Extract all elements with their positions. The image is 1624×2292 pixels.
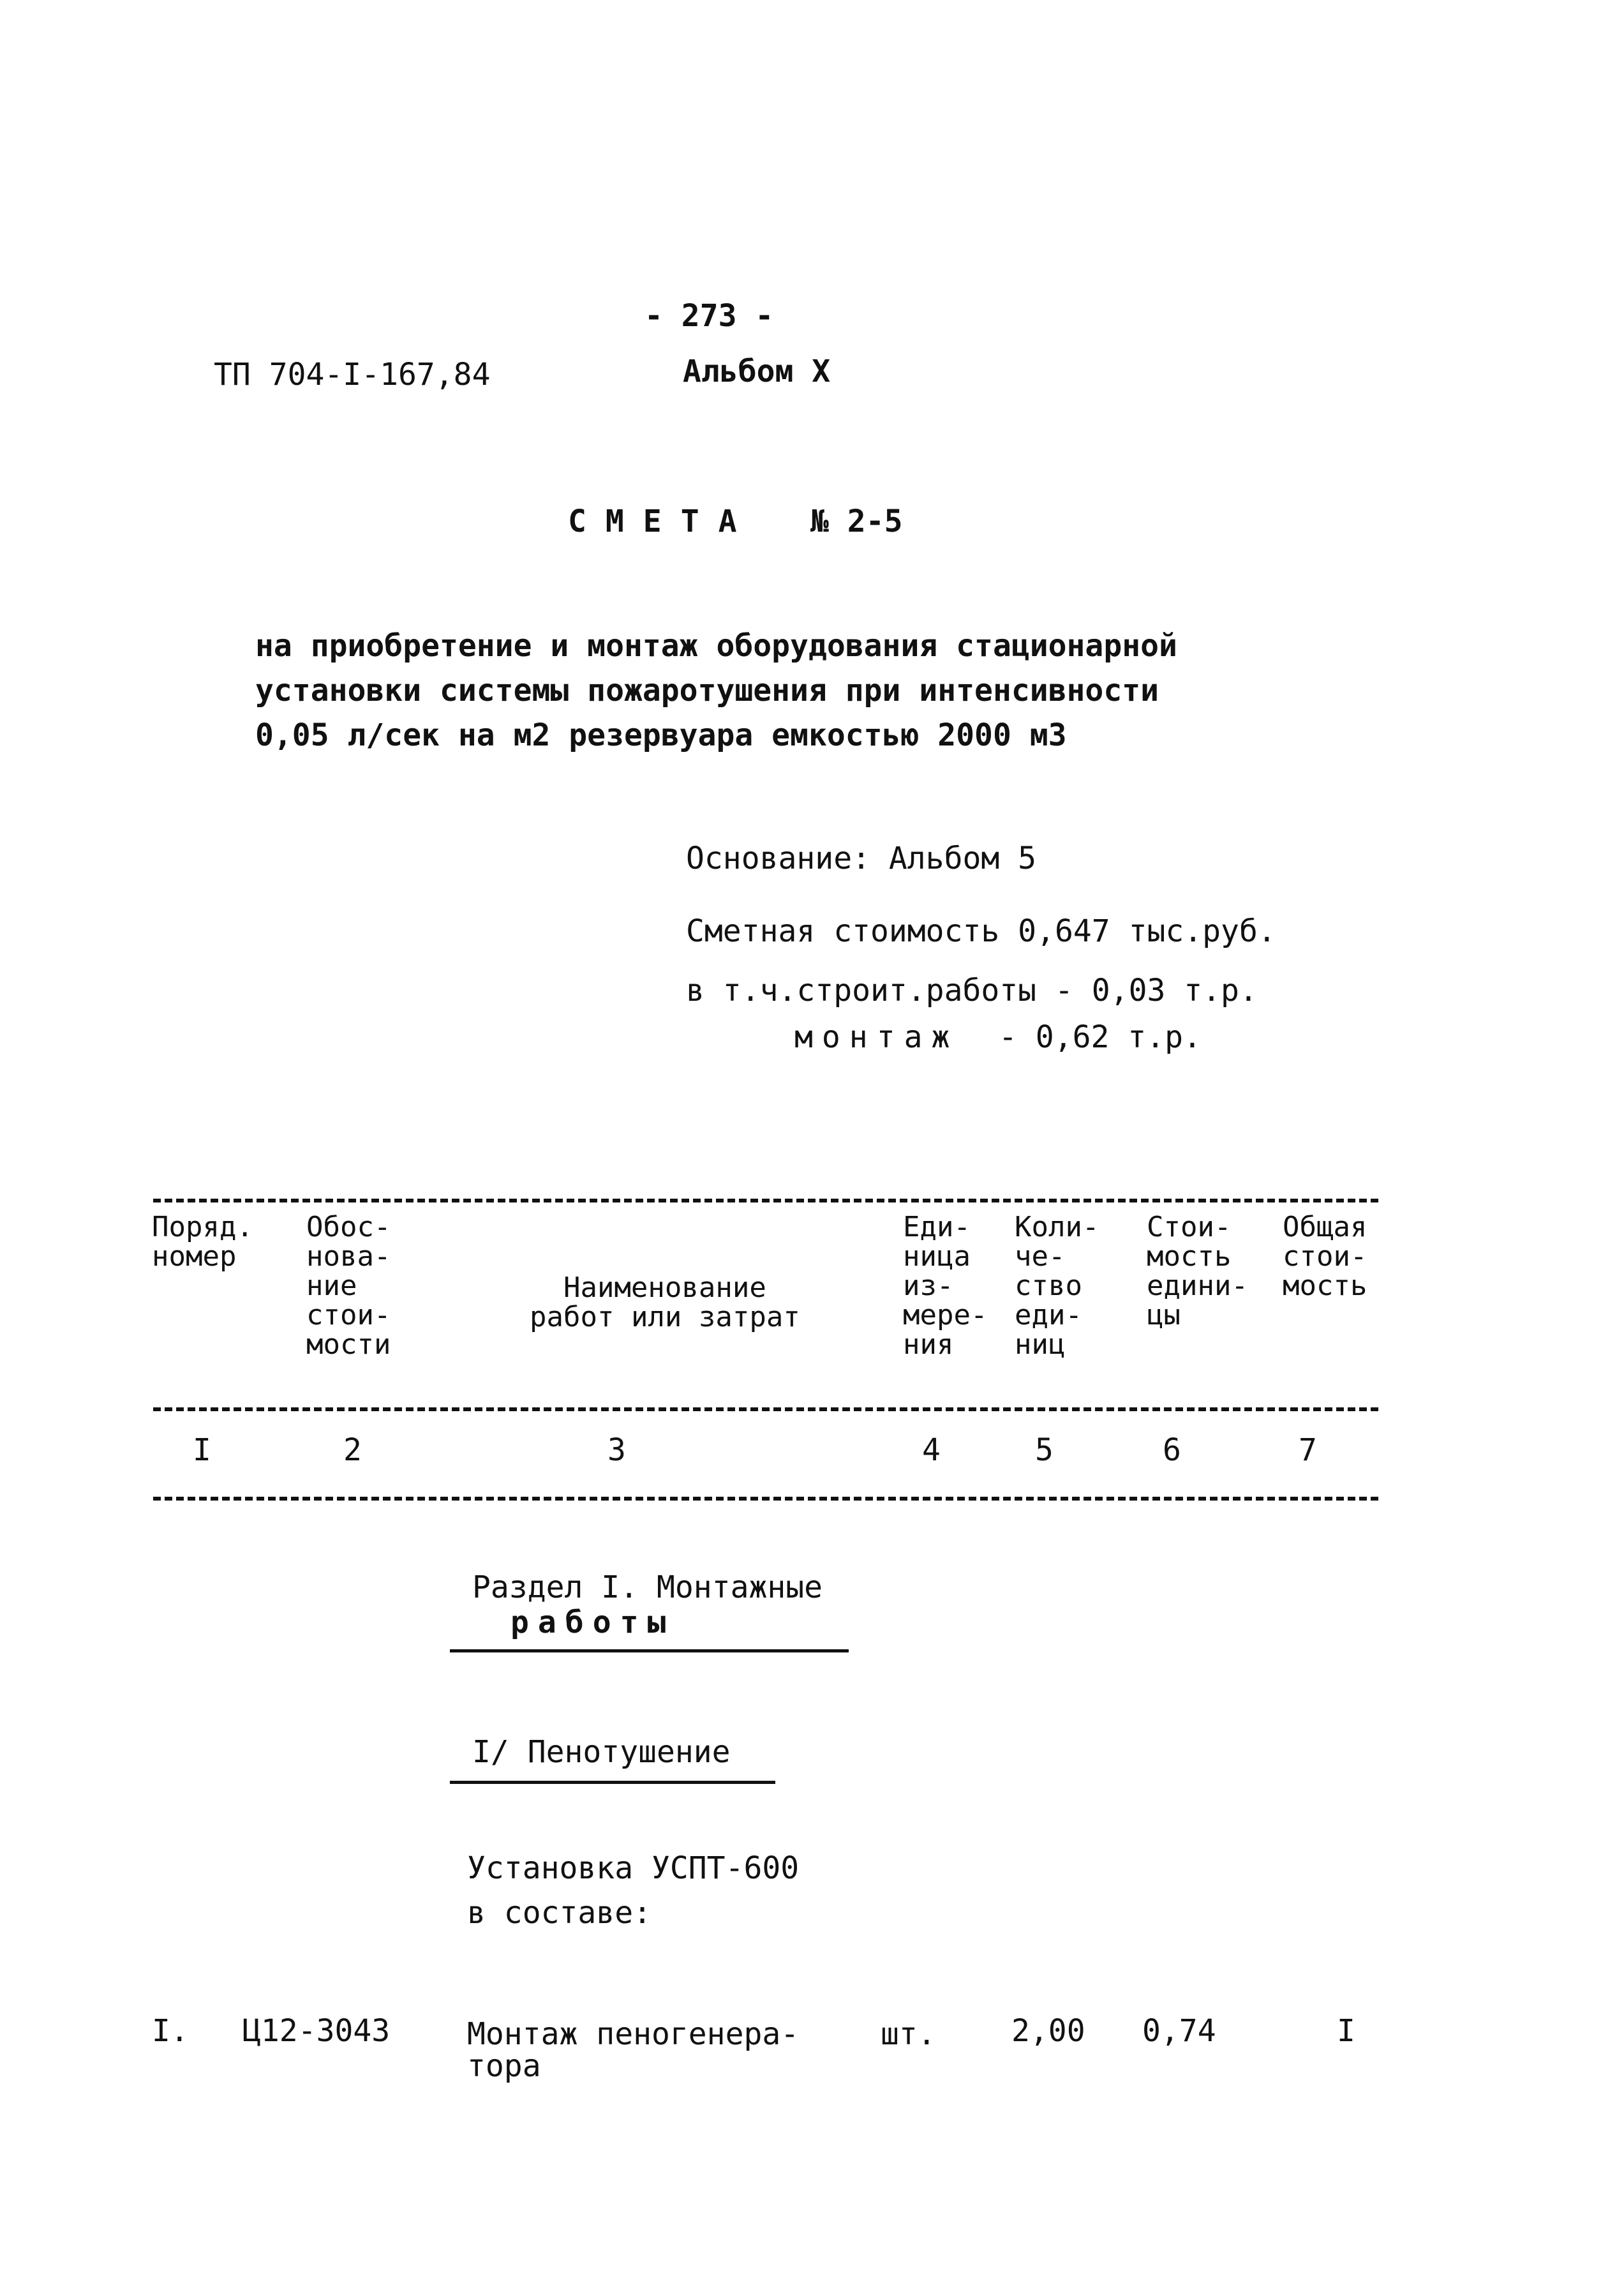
montage-cost: - 0,62 т.р.	[999, 1019, 1202, 1055]
row-unit-cost: 0,74	[1142, 2013, 1216, 2049]
header-col-3: Наименование работ или затрат	[530, 1271, 800, 1333]
header-col-6: Стои- мость едини- цы	[1147, 1211, 1248, 1331]
column-number-2: 2	[343, 1432, 362, 1468]
column-number-5: 5	[1035, 1432, 1054, 1468]
installation-subtitle: в составе:	[467, 1895, 652, 1931]
row-code: Ц12-3043	[242, 2013, 391, 2049]
subsection-underline	[450, 1781, 775, 1784]
section-underline	[450, 1649, 849, 1652]
construction-cost: в т.ч.строит.работы - 0,03 т.р.	[686, 973, 1258, 1008]
column-number-1: I	[193, 1432, 211, 1468]
document-title: СМЕТА	[568, 504, 756, 539]
row-name-line-1: Монтаж пеногенера-	[467, 2016, 800, 2052]
column-number-4: 4	[922, 1432, 941, 1468]
column-number-6: 6	[1163, 1432, 1181, 1468]
section-title: Раздел I. Монтажные	[472, 1569, 823, 1605]
document-code: ТП 704-I-167,84	[214, 357, 491, 393]
installation-title: Установка УСПТ-600	[467, 1850, 800, 1886]
table-numbers-rule	[153, 1497, 1378, 1501]
description-line-1: на приобретение и монтаж оборудования стационарной	[255, 628, 1177, 664]
section-title-continued: работы	[510, 1605, 675, 1640]
row-total: I	[1337, 2013, 1355, 2049]
subsection-title: I/ Пенотушение	[472, 1734, 731, 1770]
header-col-7: Общая стои- мость	[1283, 1211, 1367, 1302]
header-col-1: Поряд. номер	[152, 1211, 253, 1273]
estimated-cost: Сметная стоимость 0,647 тыс.руб.	[686, 913, 1276, 949]
document-number: № 2-5	[810, 504, 903, 539]
album-label: Альбом X	[683, 354, 831, 389]
row-unit: шт.	[881, 2016, 936, 2052]
table-top-rule	[153, 1199, 1378, 1202]
row-number: I.	[152, 2013, 189, 2049]
table-header-rule	[153, 1407, 1378, 1411]
column-number-3: 3	[607, 1432, 626, 1468]
row-quantity: 2,00	[1011, 2013, 1085, 2049]
header-col-5: Коли- че- ство еди- ниц	[1015, 1211, 1099, 1361]
description-line-2: установки системы пожаротушения при интенсивности	[255, 673, 1159, 708]
header-col-4: Еди- ница из- мере- ния	[903, 1211, 988, 1361]
basis-label: Основание: Альбом 5	[686, 841, 1037, 876]
page-number: - 273 -	[644, 298, 774, 334]
montage-label: монтаж	[794, 1019, 959, 1055]
row-name-line-2: тора	[467, 2048, 541, 2084]
column-number-7: 7	[1299, 1432, 1317, 1468]
header-col-2: Обос- нова- ние стои- мости	[306, 1211, 391, 1361]
description-line-3: 0,05 л/сек на м2 резервуара емкостью 2000 м3	[255, 717, 1067, 753]
